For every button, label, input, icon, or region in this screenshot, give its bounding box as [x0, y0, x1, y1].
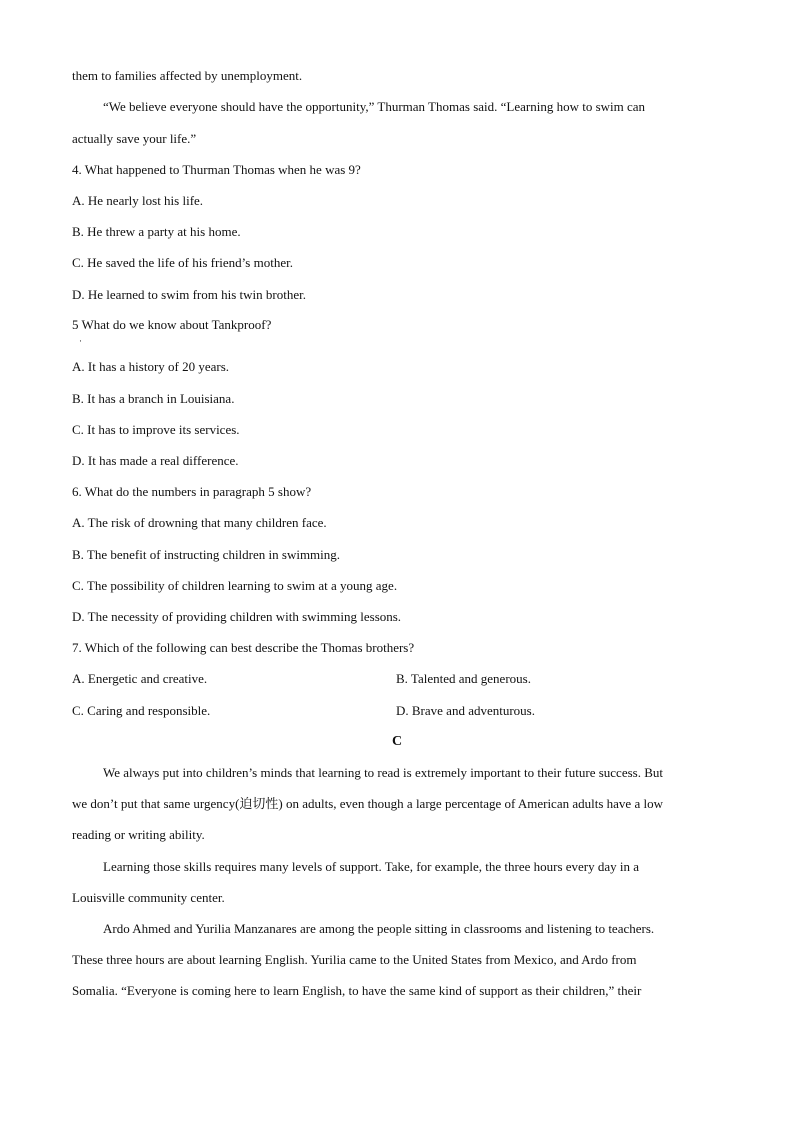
question-4-option-b: B. He threw a party at his home.: [72, 224, 241, 239]
paragraph-line: We always put into children’s minds that learning to read is extremely important to their future success. But: [103, 765, 663, 780]
question-7-stem: 7. Which of the following can best describe the Thomas brothers?: [72, 640, 415, 655]
question-6-option-d: D. The necessity of providing children with swimming lessons.: [72, 609, 402, 624]
question-5-option-b: B. It has a branch in Louisiana.: [72, 391, 235, 406]
question-4-stem: 4. What happened to Thurman Thomas when he was 9?: [72, 162, 361, 177]
question-7-option-a: A. Energetic and creative.: [72, 671, 208, 686]
question-5-option-a: A. It has a history of 20 years.: [72, 359, 230, 374]
question-5-option-d: D. It has made a real difference.: [72, 453, 239, 468]
question-6-option-a: A. The risk of drowning that many children face.: [72, 515, 327, 530]
question-7-option-b: B. Talented and generous.: [396, 671, 531, 686]
paragraph-line: Ardo Ahmed and Yurilia Manzanares are among the people sitting in classrooms and listening to teachers.: [103, 921, 655, 936]
question-4-option-a: A. He nearly lost his life.: [72, 193, 204, 208]
question-6-option-b: B. The benefit of instructing children in swimming.: [72, 547, 341, 562]
passage-text-line: them to families affected by unemployment.: [72, 68, 303, 83]
paragraph-line: Louisville community center.: [72, 890, 225, 905]
quote-line: actually save your life.”: [72, 131, 197, 146]
paragraph-line: reading or writing ability.: [72, 827, 205, 842]
section-heading: C: [391, 734, 403, 749]
paragraph-line: Learning those skills requires many levels of support. Take, for example, the three hours every day in a: [103, 859, 640, 874]
stray-mark: ·: [79, 336, 82, 346]
question-7-option-c: C. Caring and responsible.: [72, 703, 211, 718]
question-5-stem: 5 What do we know about Tankproof?: [72, 317, 272, 332]
question-4-option-c: C. He saved the life of his friend’s mother.: [72, 255, 293, 270]
paragraph-line: Somalia. “Everyone is coming here to learn English, to have the same kind of support as their children,” their: [72, 983, 642, 998]
question-6-stem: 6. What do the numbers in paragraph 5 show?: [72, 484, 312, 499]
paragraph-line: we don’t put that same urgency(迫切性) on adults, even though a large percentage of American adults have a low: [72, 796, 663, 811]
quote-line: “We believe everyone should have the opportunity,” Thurman Thomas said. “Learning how to swim can: [103, 99, 646, 114]
question-4-option-d: D. He learned to swim from his twin brother.: [72, 287, 306, 302]
question-5-option-c: C. It has to improve its services.: [72, 422, 240, 437]
question-7-option-d: D. Brave and adventurous.: [396, 703, 535, 718]
question-6-option-c: C. The possibility of children learning to swim at a young age.: [72, 578, 398, 593]
paragraph-line: These three hours are about learning English. Yurilia came to the United States from Mexico, and Ardo from: [72, 952, 637, 967]
